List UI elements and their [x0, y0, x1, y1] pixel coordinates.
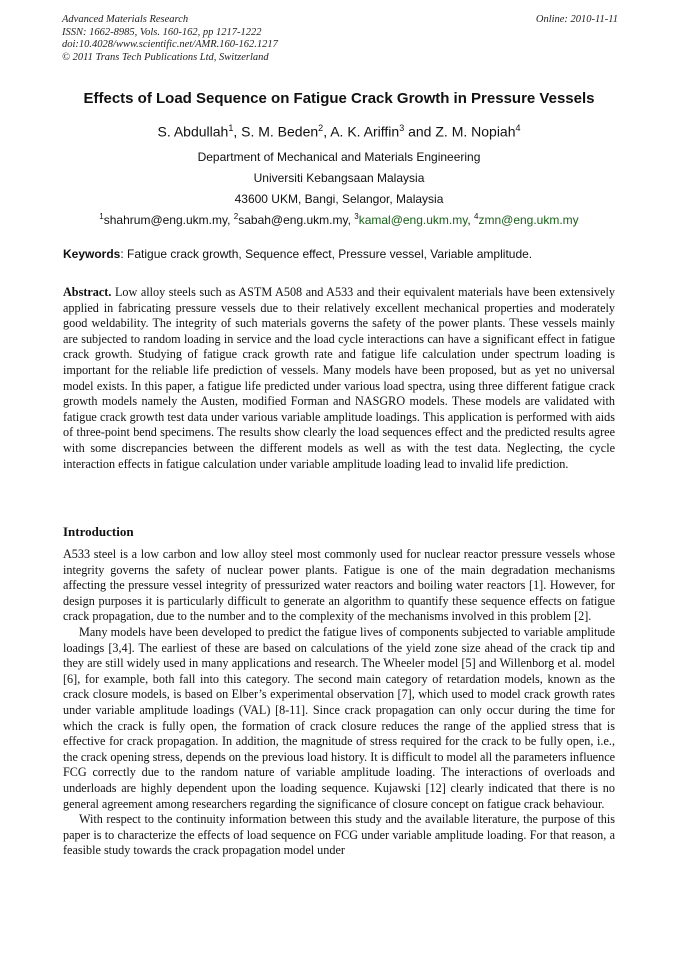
affiliation-university: Universiti Kebangsaan Malaysia — [253, 171, 425, 185]
author-name: Z. M. Nopiah — [435, 123, 516, 140]
online-date: Online: 2010-11-11 — [535, 14, 618, 25]
paper-title: Effects of Load Sequence on Fatigue Crack Growth in Pressure Vessels — [83, 90, 595, 107]
section-heading-introduction: Introduction — [63, 524, 134, 539]
email-sup: 1 — [99, 212, 104, 221]
author-sup: 2 — [318, 123, 324, 133]
affiliation-department: Department of Mechanical and Materials Engineering — [197, 150, 481, 164]
email-address[interactable]: sabah@eng.ukm.my — [238, 213, 348, 227]
author-sup: 4 — [515, 123, 521, 133]
keywords-label: Keywords — [63, 247, 121, 261]
doi-line: doi:10.4028/www.scientific.net/AMR.160-162.1217 — [62, 39, 278, 50]
email-address[interactable]: shahrum@eng.ukm.my — [103, 213, 228, 227]
journal-name: Advanced Materials Research — [62, 14, 189, 25]
email-address[interactable]: zmn@eng.ukm.my — [478, 213, 579, 227]
paragraph: A533 steel is a low carbon and low alloy steel most commonly used for nuclear reactor pressure vessels whose integrity governs the safety of nuclear power plants. Fatigue is one of the main degradation mechanisms affecting the pressure vessel integrity of pressurized water reactors and boiling water reactors [1]. However, for design purposes it is particularly difficult to generate an algorithm to quantify these sequence effects on fatigue crack propagation, due to the number and to the complexity of the mechanisms involved in this problem [2]. — [63, 547, 615, 624]
email-address[interactable]: kamal@eng.ukm.my — [358, 213, 468, 227]
author-name: A. K. Ariffin — [330, 123, 400, 140]
email-list: $^1$shahrum@eng.ukm.my, $^2$sabah@eng.ukm.my, $^3$kamal@eng.ukm.my, $^4$zmn@eng.ukm.my — [99, 212, 579, 227]
author-name: S. Abdullah — [157, 123, 229, 140]
introduction-body — [63, 547, 615, 859]
email-sup: 4 — [474, 212, 479, 221]
paragraph: With respect to the continuity information between this study and the available literature, the purpose of this paper is to characterize the effects of load sequence on FCG under variable amplitude loading. For that reason, a feasible study towards the crack propagation model under — [63, 812, 615, 858]
email-sup: 2 — [233, 212, 239, 221]
paragraph: Many models have been developed to predict the fatigue lives of components subjected to variable amplitude loadings [3,4]. The earliest of these are based on calculations of the yield zone size ahead of the crack tip and they are still widely used in many applications and research. The Wheeler model [5] and Willenborg et al. model [6], for example, both fall into this category. The second main category of retardation models, known as the crack closure models, is based on Elber’s experimental observation [7], which used to model crack growth rates under variable amplitude loadings (VAL) [8-11]. Since crack propagation can only occur during the time for which the crack is fully open, the formation of crack closure reduces the range of the applied stress that is effective for crack propagation. In addition, the magnitude of stress required for the crack to be fully open, i.e., the crack opening stress, depends on the previous load history. It is difficult to model all the parameters influence FCG correctly due to the random nature of variable amplitude loading. The interactions of overloads and underloads are highly dependent upon the loading sequence. Kujawski [12] clearly indicated that there is no general agreement among researchers regarding the significance of closure concept on fatigue crack behaviour. — [63, 624, 616, 811]
author-sup: 3 — [399, 123, 405, 133]
author-and: and — [404, 123, 436, 140]
keywords — [63, 247, 619, 261]
author-separator: , — [323, 123, 331, 140]
abstract-text: Low alloy steels such as ASTM A508 and A533 and their equivalent materials have been extensively applied in fabricating pressure vessels due to their relatively excellent mechanical properties and moderately good weldability. The integrity of such materials governs the safety of the power plants. These vessels mainly are subjected to random loading in service and the load cycle interactions can have a significant effect in fatigue crack growth. Studying of fatigue crack growth rate and fatigue life calculation under spectrum loading is important for the reliable life prediction of vessels. Many models have been proposed, but as yet no universal model exists. In this paper, a fatigue life predicted under various load spectra, using three different fatigue crack growth models namely the Austen, modified Forman and NASGRO models. These models are validated with fatigue crack growth test data under various variable amplitude loadings. This application is performed with aids of three-point bend specimens. The results show clearly the load sequences effect and the predicted results agree with some discrepancies between the different models as well as with the test data. Neglecting, the cycle interaction effects in fatigue calculation under variable amplitude loading lead to invalid life prediction. — [63, 285, 615, 471]
author-separator: , — [233, 123, 242, 140]
author-sup: 1 — [228, 123, 234, 133]
author-list — [40, 123, 638, 140]
abstract-label: Abstract. — [63, 285, 112, 299]
copyright-line: © 2011 Trans Tech Publications Ltd, Switzerland — [62, 51, 269, 63]
author-name: S. M. Beden — [241, 123, 319, 140]
issn-line: ISSN: 1662-8985, Vols. 160-162, pp 1217-1222 — [62, 26, 262, 38]
keywords-text: : Fatigue crack growth, Sequence effect, Pressure vessel, Variable amplitude. — [120, 247, 533, 261]
abstract — [63, 285, 615, 472]
email-sup: 3 — [354, 212, 359, 221]
journal-header — [62, 14, 618, 64]
affiliation-address: 43600 UKM, Bangi, Selangor, Malaysia — [234, 192, 444, 206]
